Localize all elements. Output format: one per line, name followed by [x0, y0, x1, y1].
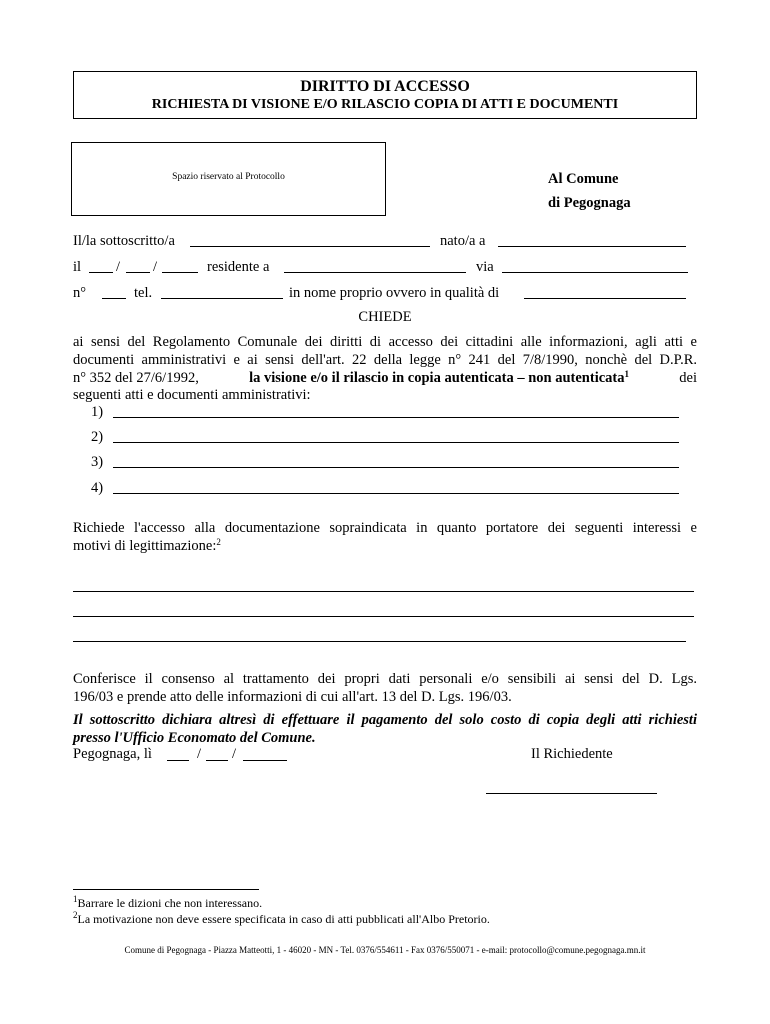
- document-item-number: 4): [91, 480, 104, 496]
- undersigned-name-field[interactable]: [190, 246, 430, 247]
- footnote-2-text: La motivazione non deve essere specificata in caso di atti pubblicati all'Albo Pretorio.: [77, 912, 490, 926]
- request-line-3-end: dei: [679, 370, 697, 386]
- sign-day-field[interactable]: [167, 760, 189, 761]
- interests-line-2-text: motivi di legittimazione:: [73, 538, 217, 554]
- recipient-line-1: Al Comune: [548, 171, 619, 187]
- date-slash: /: [153, 259, 158, 275]
- motivation-field-3[interactable]: [73, 641, 686, 642]
- motivation-field-2[interactable]: [73, 616, 694, 617]
- footnote-2-number: 2: [73, 910, 78, 920]
- date-slash: /: [232, 746, 237, 762]
- birth-day-field[interactable]: [89, 272, 113, 273]
- born-at-label: nato/a a: [440, 233, 486, 249]
- phone-field[interactable]: [161, 298, 283, 299]
- consent-line-2: 196/03 e prende atto delle informazioni di cui all'art. 13 del D. Lgs. 196/03.: [73, 689, 512, 705]
- sign-year-field[interactable]: [243, 760, 287, 761]
- request-line-2: documenti amministrativi e ai sensi dell'art. 22 della legge n° 241 del 7/8/1990, nonchè del D.P.R.: [73, 352, 697, 368]
- resident-label: residente a: [207, 259, 270, 275]
- document-field-3[interactable]: [113, 467, 679, 468]
- street-field[interactable]: [502, 272, 688, 273]
- request-line-3-start: n° 352 del 27/6/1992,: [73, 370, 199, 386]
- date-slash: /: [197, 746, 202, 762]
- document-field-2[interactable]: [113, 442, 679, 443]
- footnote-2: [73, 912, 490, 927]
- tel-label: tel.: [134, 285, 153, 301]
- via-label: via: [476, 259, 494, 275]
- declaration-line-1: Il sottoscritto dichiara altresì di effettuare il pagamento del solo costo di copia degli atti richiesti: [73, 712, 697, 728]
- capacity-label: in nome proprio ovvero in qualità di: [289, 285, 500, 301]
- footnote-ref-1: 1: [624, 369, 629, 379]
- sign-month-field[interactable]: [206, 760, 228, 761]
- document-field-4[interactable]: [113, 493, 679, 494]
- document-field-1[interactable]: [113, 417, 679, 418]
- declaration-line-2: presso l'Ufficio Economato del Comune.: [73, 730, 316, 746]
- motivation-field-1[interactable]: [73, 591, 694, 592]
- signature-field[interactable]: [486, 793, 657, 794]
- protocol-box: [71, 142, 386, 216]
- request-line-1: ai sensi del Regolamento Comunale dei diritti di accesso dei cittadini alle informazioni, agli atti e: [73, 334, 697, 350]
- document-item-number: 1): [91, 404, 104, 420]
- request-emphasis-text: la visione e/o il rilascio in copia autenticata – non autenticata: [249, 370, 625, 386]
- form-title: DIRITTO DI ACCESSO: [300, 78, 470, 95]
- capacity-field[interactable]: [524, 298, 686, 299]
- birthplace-field[interactable]: [498, 246, 686, 247]
- interests-line-1: Richiede l'accesso alla documentazione sopraindicata in quanto portatore dei seguenti interessi e: [73, 520, 697, 536]
- undersigned-label: Il/la sottoscritto/a: [73, 233, 175, 249]
- applicant-label: Il Richiedente: [531, 746, 613, 762]
- birth-year-field[interactable]: [162, 272, 198, 273]
- protocol-label: Spazio riservato al Protocollo: [172, 172, 285, 182]
- footnote-ref-2: 2: [216, 537, 221, 547]
- title-box: [73, 71, 697, 119]
- footnote-1: [73, 896, 262, 911]
- date-slash: /: [116, 259, 121, 275]
- document-item-number: 3): [91, 454, 104, 470]
- birth-month-field[interactable]: [126, 272, 150, 273]
- footnote-1-text: Barrare le dizioni che non interessano.: [77, 896, 263, 910]
- il-label: il: [73, 259, 82, 275]
- document-item-number: 2): [91, 429, 104, 445]
- street-number-field[interactable]: [102, 298, 126, 299]
- footnote-separator: [73, 889, 259, 890]
- footnote-1-number: 1: [73, 894, 78, 904]
- recipient-line-2: di Pegognaga: [548, 195, 631, 211]
- residence-field[interactable]: [284, 272, 466, 273]
- interests-line-2: [73, 537, 697, 556]
- place-date-label: Pegognaga, lì: [73, 746, 152, 762]
- page-footer: Comune di Pegognaga - Piazza Matteotti, 1 - 46020 - MN - Tel. 0376/554611 - Fax 0376/550071 - e-mail: protocollo@comune.pegognaga.mn.it: [124, 945, 646, 955]
- consent-line-1: Conferisce il consenso al trattamento dei propri dati personali e/o sensibili ai sensi del D. Lgs.: [73, 671, 697, 687]
- number-label: n°: [73, 285, 87, 301]
- request-line-4: seguenti atti e documenti amministrativi:: [73, 387, 311, 403]
- chiede-heading: CHIEDE: [358, 309, 412, 325]
- form-subtitle: RICHIESTA DI VISIONE E/O RILASCIO COPIA DI ATTI E DOCUMENTI: [151, 97, 619, 112]
